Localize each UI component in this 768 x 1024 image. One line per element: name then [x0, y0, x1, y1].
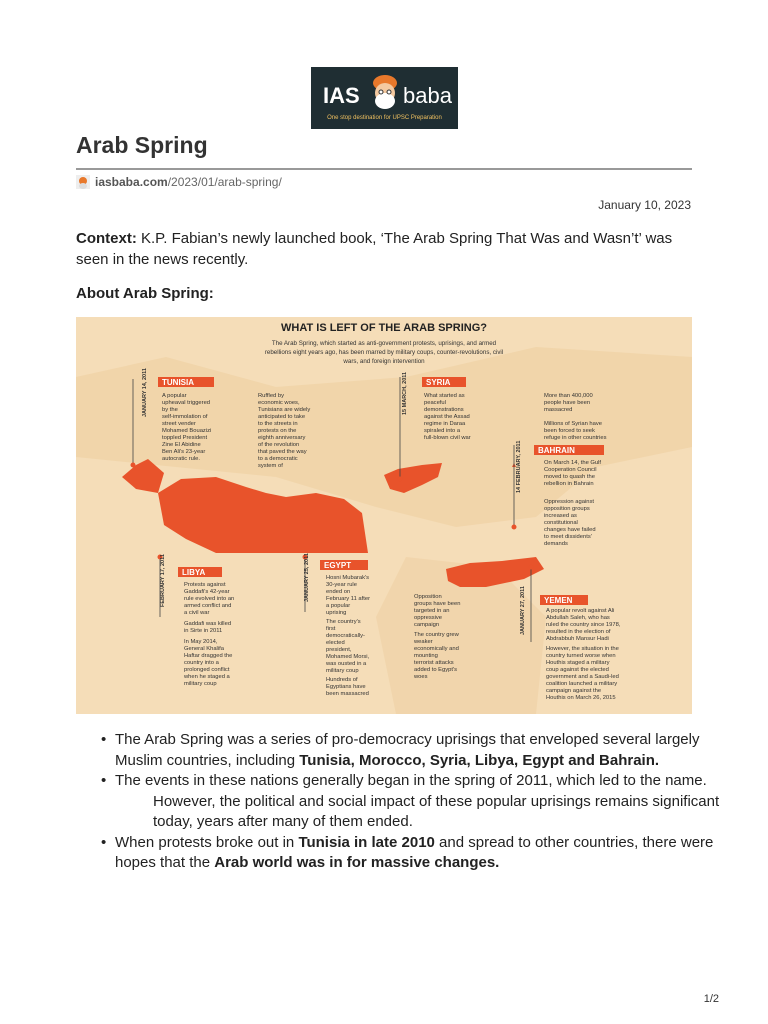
svg-text:JANUARY 27, 2011: JANUARY 27, 2011 [520, 586, 526, 635]
svg-text:economically and: economically and [414, 646, 459, 652]
svg-text:anticipated to take: anticipated to take [258, 414, 306, 420]
source-domain: iasbaba.com [95, 175, 168, 189]
context-text: K.P. Fabian’s newly launched book, ‘The Arab Spring That Was and Wasn’t’ was seen in the news recently. [76, 230, 673, 268]
svg-text:demonstrations: demonstrations [424, 407, 464, 413]
svg-text:been massacred: been massacred [326, 691, 369, 697]
source-path: /2023/01/arab-spring/ [167, 175, 282, 189]
svg-text:Houthis staged a military: Houthis staged a military [546, 660, 610, 666]
svg-text:in Sirte in 2011: in Sirte in 2011 [184, 628, 223, 634]
mascot-icon [369, 73, 401, 113]
svg-text:terrorist attacks: terrorist attacks [414, 660, 454, 666]
svg-text:However, the situation in the: However, the situation in the [546, 646, 619, 652]
svg-text:Mohamed Morsi,: Mohamed Morsi, [326, 654, 370, 660]
svg-text:Opposition: Opposition [414, 594, 442, 600]
context-paragraph [76, 228, 692, 270]
svg-text:elected: elected [326, 640, 345, 646]
arab-spring-infographic [76, 317, 692, 714]
svg-text:woes: woes [414, 674, 428, 680]
infographic-title: WHAT IS LEFT OF THE ARAB SPRING? [281, 322, 487, 334]
svg-text:of the revolution: of the revolution [258, 442, 300, 448]
svg-text:targeted in an: targeted in an [414, 608, 450, 614]
svg-text:country turned worse when: country turned worse when [546, 653, 616, 659]
svg-text:oppressive: oppressive [414, 615, 443, 621]
source-link[interactable] [95, 175, 282, 189]
egypt-notes-2 [413, 594, 460, 680]
svg-text:The country's: The country's [326, 619, 361, 625]
svg-text:Mohamed Bouazizi: Mohamed Bouazizi [162, 428, 212, 434]
svg-text:to meet dissidents': to meet dissidents' [544, 534, 592, 540]
svg-text:resulted in the election of: resulted in the election of [546, 629, 611, 635]
svg-text:regime in Daraa: regime in Daraa [424, 421, 466, 427]
svg-text:increased as: increased as [544, 513, 577, 519]
svg-text:refuge in other countries: refuge in other countries [544, 435, 607, 441]
svg-text:added to Egypt's: added to Egypt's [414, 667, 458, 673]
svg-text:LIBYA: LIBYA [182, 568, 206, 577]
svg-text:What started as: What started as [424, 393, 465, 399]
svg-text:Protests against: Protests against [184, 582, 226, 588]
svg-text:self-immolation of: self-immolation of [162, 414, 208, 420]
svg-text:been forced to seek: been forced to seek [544, 428, 595, 434]
svg-text:coalition launched a military: coalition launched a military [546, 681, 618, 687]
svg-text:Abdullah Saleh, who has: Abdullah Saleh, who has [546, 615, 610, 621]
svg-text:Gaddafi's 42-year: Gaddafi's 42-year [184, 589, 230, 595]
logo-text-baba: baba [403, 83, 452, 108]
context-label: Context: [76, 230, 137, 247]
svg-text:coup against the elected: coup against the elected [546, 667, 609, 673]
svg-text:uprising: uprising [326, 610, 347, 616]
svg-text:spiraled into a: spiraled into a [424, 428, 461, 434]
svg-text:protests on the: protests on the [258, 428, 297, 434]
svg-text:In May 2014,: In May 2014, [184, 639, 218, 645]
svg-text:armed conflict and: armed conflict and [184, 603, 232, 609]
svg-text:30-year rule: 30-year rule [326, 582, 357, 588]
svg-text:military coup: military coup [326, 668, 359, 674]
svg-text:system of: system of [258, 463, 283, 469]
svg-text:government and a Saudi-led: government and a Saudi-led [546, 674, 619, 680]
svg-text:JANUARY 25, 2011: JANUARY 25, 2011 [304, 553, 310, 602]
list-item: • The events in these nations generally began in the spring of 2011, which led to the name. [115, 771, 731, 792]
svg-text:full-blown civil war: full-blown civil war [424, 435, 471, 441]
svg-text:when he staged a: when he staged a [184, 674, 230, 680]
svg-text:autocratic rule.: autocratic rule. [162, 456, 201, 462]
svg-text:Hosni Mubarak's: Hosni Mubarak's [326, 575, 369, 581]
svg-text:peaceful: peaceful [424, 400, 446, 406]
svg-text:Houthis on March 26, 2015: Houthis on March 26, 2015 [546, 695, 616, 701]
svg-text:groups have been: groups have been [414, 601, 461, 607]
svg-text:Tunisians are widely: Tunisians are widely [258, 407, 311, 413]
svg-text:democratically-: democratically- [326, 633, 365, 639]
svg-text:president,: president, [326, 647, 352, 653]
svg-text:The country grew: The country grew [414, 632, 459, 638]
svg-text:street vender: street vender [162, 421, 196, 427]
svg-text:General Khalifa: General Khalifa [184, 646, 224, 652]
svg-text:TUNISIA: TUNISIA [162, 378, 194, 387]
svg-text:upheaval triggered: upheaval triggered [162, 400, 211, 406]
svg-text:ended on: ended on [326, 589, 351, 595]
svg-text:On March 14, the Gulf: On March 14, the Gulf [544, 460, 602, 466]
svg-text:Ruffled by: Ruffled by [258, 393, 284, 399]
svg-text:February 11 after: February 11 after [326, 596, 371, 602]
svg-text:Oppression against: Oppression against [544, 499, 594, 505]
svg-text:against the Assad: against the Assad [424, 414, 470, 420]
tunisia-notes-1 [162, 393, 211, 462]
svg-text:campaign: campaign [414, 622, 440, 628]
svg-text:campaign against the: campaign against the [546, 688, 602, 694]
page-number: 1/2 [703, 993, 719, 1005]
svg-text:14 FEBRUARY, 2011: 14 FEBRUARY, 2011 [516, 440, 522, 493]
svg-text:that paved the way: that paved the way [258, 449, 307, 455]
bullet-list [76, 730, 731, 874]
svg-text:moved to quash the: moved to quash the [544, 474, 595, 480]
svg-text:massacred: massacred [544, 407, 573, 413]
svg-text:Millions of Syrian have: Millions of Syrian have [544, 421, 602, 427]
svg-text:first: first [326, 626, 336, 632]
iasbaba-logo [311, 67, 458, 129]
svg-text:rebellions eight years ago, ha: rebellions eight years ago, has been marred by military coups, counter-revolutions, civil [264, 349, 504, 356]
svg-text:ruled the country since 1978,: ruled the country since 1978, [546, 622, 621, 628]
svg-text:to the streets in: to the streets in [258, 421, 298, 427]
svg-text:by the: by the [162, 407, 178, 413]
svg-text:weaker: weaker [414, 639, 433, 645]
svg-text:wars, and foreign intervention: wars, and foreign intervention [343, 358, 425, 365]
svg-text:was ousted in a: was ousted in a [326, 661, 367, 667]
favicon-icon [76, 175, 90, 189]
svg-text:15 MARCH, 2011: 15 MARCH, 2011 [402, 371, 408, 415]
logo-tagline: One stop destination for UPSC Preparation [327, 115, 442, 121]
svg-text:economic woes,: economic woes, [258, 400, 300, 406]
svg-text:A popular: A popular [162, 393, 187, 399]
list-item: • When protests broke out in Tunisia in late 2010 and spread to other countries, there were hopes that the Arab world was in for massive changes. [115, 833, 731, 874]
page-title: Arab Spring [76, 132, 208, 158]
svg-text:Abdrabbuh Mansur Hadi: Abdrabbuh Mansur Hadi [546, 636, 609, 642]
svg-text:BAHRAIN: BAHRAIN [538, 446, 575, 455]
svg-text:More than 400,000: More than 400,000 [544, 393, 593, 399]
svg-text:Egyptians have: Egyptians have [326, 684, 366, 690]
svg-text:SYRIA: SYRIA [426, 378, 451, 387]
svg-text:Hundreds of: Hundreds of [326, 677, 358, 683]
svg-text:eighth anniversary: eighth anniversary [258, 435, 306, 441]
title-divider [76, 168, 692, 170]
svg-text:constitutional: constitutional [544, 520, 578, 526]
svg-text:rule evolved into an: rule evolved into an [184, 596, 235, 602]
about-heading: About Arab Spring: [76, 285, 214, 302]
svg-text:Haftar dragged the: Haftar dragged the [184, 653, 233, 659]
svg-text:Cooperation Council: Cooperation Council [544, 467, 597, 473]
svg-text:opposition groups: opposition groups [544, 506, 590, 512]
svg-text:rebellion in Bahrain: rebellion in Bahrain [544, 481, 594, 487]
svg-text:prolonged conflict: prolonged conflict [184, 667, 230, 673]
svg-text:people have been: people have been [544, 400, 591, 406]
svg-text:changes have failed: changes have failed [544, 527, 596, 533]
svg-text:mounting: mounting [414, 653, 438, 659]
svg-text:toppled President: toppled President [162, 435, 208, 441]
list-subparagraph: However, the political and social impact of these popular uprisings remains significant today, years after many of them ended. [153, 792, 720, 830]
svg-text:a civil war: a civil war [184, 610, 210, 616]
article-date: January 10, 2023 [598, 198, 691, 212]
svg-text:country into a: country into a [184, 660, 219, 666]
source-line [76, 175, 282, 189]
list-item: • The Arab Spring was a series of pro-democracy uprisings that enveloped several largely Muslim countries, including Tunisia, Morocco, Syria, Libya, Egypt and Bahrain. [115, 730, 731, 771]
svg-text:demands: demands [544, 541, 568, 547]
logo-text-ias: IAS [323, 83, 360, 108]
svg-text:a popular: a popular [326, 603, 351, 609]
svg-text:YEMEN: YEMEN [544, 596, 573, 605]
svg-text:JANUARY 14, 2011: JANUARY 14, 2011 [142, 368, 148, 417]
svg-text:EGYPT: EGYPT [324, 561, 352, 570]
svg-text:The Arab Spring, which started: The Arab Spring, which started as anti-government protests, uprisings, and armed [271, 340, 497, 347]
svg-text:Zine El Abidine: Zine El Abidine [162, 442, 201, 448]
svg-text:Ben Ali's 23-year: Ben Ali's 23-year [162, 449, 206, 455]
svg-text:Gaddafi was killed: Gaddafi was killed [184, 621, 232, 627]
svg-text:FEBRUARY 17, 2011: FEBRUARY 17, 2011 [160, 554, 166, 607]
svg-text:military coup: military coup [184, 681, 217, 687]
svg-text:A popular revolt against Ali: A popular revolt against Ali [546, 608, 615, 614]
svg-text:to a democratic: to a democratic [258, 456, 298, 462]
